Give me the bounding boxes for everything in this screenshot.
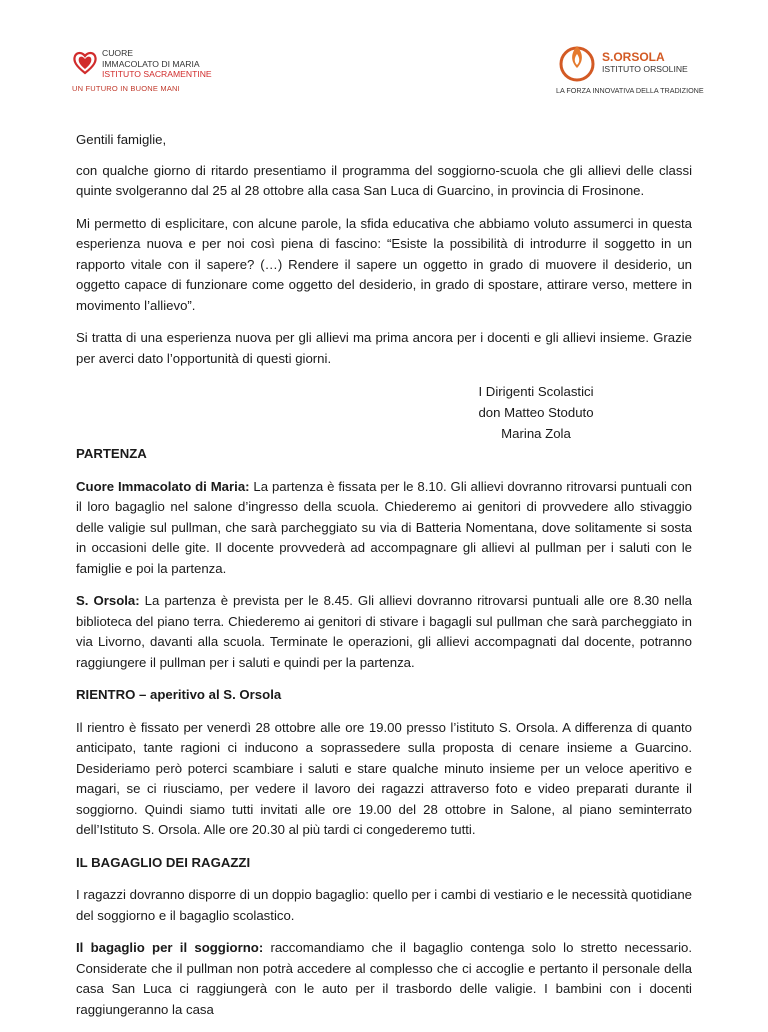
letter-body xyxy=(76,130,692,1032)
logo-left-slogan: UN FUTURO IN BUONE MANI xyxy=(72,84,180,93)
label-bagaglio-soggiorno: Il bagaglio per il soggiorno: xyxy=(76,940,264,955)
heading-rientro: RIENTRO – aperitivo al S. Orsola xyxy=(76,687,282,702)
heading-bagaglio: IL BAGAGLIO DEI RAGAZZI xyxy=(76,854,251,870)
paragraph-partenza-orsola xyxy=(76,591,692,673)
logo-left-line1: CUORE xyxy=(102,48,134,58)
logo-right-sub: ISTITUTO ORSOLINE xyxy=(602,64,688,74)
text-orsola: La partenza è prevista per le 8.45. Gli allievi dovranno ritrovarsi puntuali alle ore 8.30 nella biblioteca del piano terra. Chiederemo ai genitori di stivare i bagagli sul pullman che sarà parcheggiato in via Livorno, davanti alla scuola. Terminate le operazioni, gli allievi accompagnati dal docente, potranno raggiungere il pullman per i saluti e quindi per la partenza. xyxy=(76,593,693,670)
logo-right-name: S.ORSOLA xyxy=(602,50,665,64)
paragraph-bagaglio-intro: I ragazzi dovranno disporre di un doppio bagaglio: quello per i cambi di vestiario e le necessità quotidiane del soggiorno e il bagaglio scolastico. xyxy=(76,887,692,923)
paragraph-rientro: Il rientro è fissato per venerdì 28 ottobre alle ore 19.00 presso l’istituto S. Orsola. A differenza di quanto anticipato, tante ragioni ci inducono a soprassedere sulla proposta di cenare insieme a Guarcino. Desideriamo però poterci scambiare i saluti e stare qualche minuto insieme per un veloce aperitivo e magari, se ci riusciamo, per vedere il lavoro dei ragazzi attraverso foto e video preparati durante il soggiorno. Quindi siamo tutti invitati alle ore 19.00 del 28 ottobre in Salone, al piano seminterrato dell’Istituto S. Orsola. Alle ore 20.30 al più tardi ci congederemo tutti. xyxy=(76,719,692,837)
greeting: Gentili famiglie, xyxy=(76,132,167,147)
logo-left-line2: IMMACOLATO DI MARIA xyxy=(102,58,200,69)
s-orsola-logo xyxy=(556,40,704,95)
paragraph-quote: Mi permetto di esplicitare, con alcune parole, la sfida educativa che abbiamo voluto assumerci in questa esperienza nuova e per noi così piena di fascino: “Esiste la possibilità di introdurre il soggetto in un rapporto vitale con il sapere? (…) Rendere il sapere un oggetto in grado di muovere il desiderio, un oggetto capace di funzionare come oggetto del desiderio, in grado di spostare, attirare verso, mettere in movimento l’allievo”. xyxy=(76,215,692,313)
page-header xyxy=(72,40,704,100)
heading-partenza: PARTENZA xyxy=(76,446,147,461)
paragraph-intro: con qualche giorno di ritardo presentiamo il programma del soggiorno-scuola che gli allievi delle classi quinte svolgeranno dal 25 al 28 ottobre alla casa San Luca di Guarcino, in provincia di Frosinone. xyxy=(76,162,692,198)
label-cuore: Cuore Immacolato di Maria: xyxy=(76,478,250,494)
logo-right-motto: LA FORZA INNOVATIVA DELLA TRADIZIONE xyxy=(556,86,704,95)
cuore-immacolato-logo xyxy=(72,44,272,99)
signature-line-3: Marina Zola xyxy=(501,426,571,441)
text-cuore: La partenza è fissata per le 8.10. Gli allievi dovranno ritrovarsi puntuali con il loro bagaglio nel salone d’ingresso della scuola. Chiederemo ai genitori di provvedere allo stivaggio delle valigie sul pullman, che sarà parcheggiato su via di Batteria Nomentana, dove solitamente si sosta in occasioni delle gite. Il docente provvederà ad accompagnare gli allievi al pullman per i saluti con le famiglie e poi la partenza. xyxy=(76,478,692,576)
flame-logo-icon xyxy=(556,40,598,84)
signature-line-2: don Matteo Stoduto xyxy=(478,405,594,420)
logo-left-line3: ISTITUTO SACRAMENTINE xyxy=(102,69,212,80)
paragraph-bagaglio-soggiorno xyxy=(76,938,692,1020)
paragraph-partenza-cuore xyxy=(76,477,692,580)
heart-logo-icon xyxy=(72,50,98,76)
text-bagaglio-soggiorno: raccomandiamo che il bagaglio contenga solo lo stretto necessario. Considerate che il pullman non potrà accedere al complesso che ci accoglie e pertanto il personale della casa San Luca ci raggiungerà con le auto per il trasbordo delle valigie. I bambini con i docenti raggiungeranno la casa xyxy=(76,940,692,1017)
label-orsola: S. Orsola: xyxy=(76,593,140,608)
signature-block xyxy=(436,381,636,444)
paragraph-thanks: Si tratta di una esperienza nuova per gli allievi ma prima ancora per i docenti e gli allievi insieme. Grazie per averci dato l’opportunità di questi giorni. xyxy=(76,330,692,366)
signature-line-1: I Dirigenti Scolastici xyxy=(478,384,594,399)
